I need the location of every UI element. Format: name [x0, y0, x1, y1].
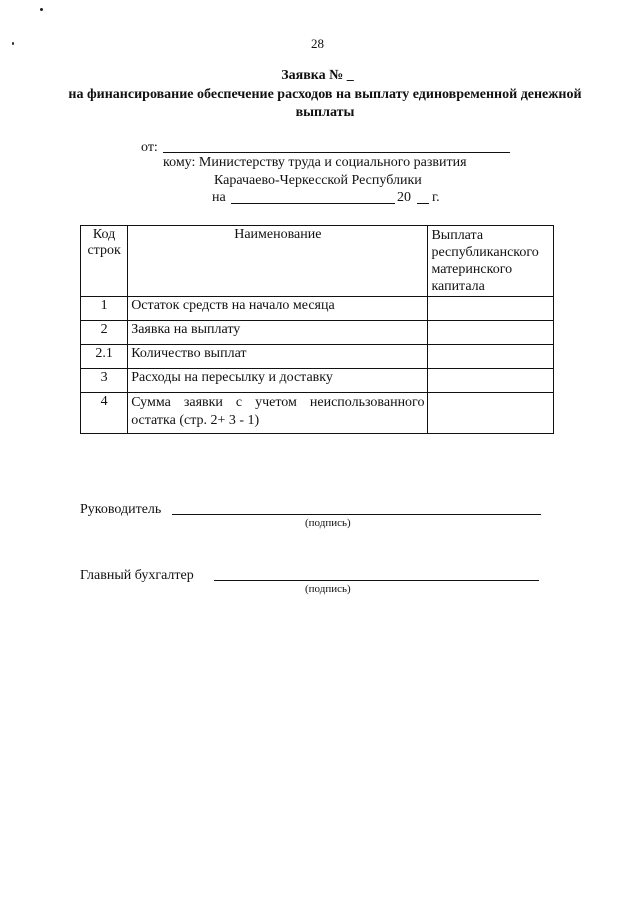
head-signature-line — [172, 514, 541, 515]
accountant-signature-line — [214, 580, 539, 581]
row-code: 2.1 — [81, 345, 128, 369]
table-row — [81, 369, 554, 393]
row-payment-cell — [428, 321, 554, 345]
document-title: Заявка № _ — [281, 68, 354, 83]
row-code: 3 — [81, 369, 128, 393]
recipient-line-2: Карачаево-Черкесской Республики — [214, 173, 422, 188]
row-code: 4 — [81, 393, 128, 434]
year-suffix: г. — [432, 190, 440, 205]
head-signature-label: Руководитель — [80, 502, 162, 517]
accountant-signature-label: Главный бухгалтер — [80, 568, 194, 583]
row-payment-cell — [428, 369, 554, 393]
row-name: Остаток средств на начало месяца — [128, 297, 428, 321]
row-code: 2 — [81, 321, 128, 345]
year-blank-line — [417, 203, 429, 204]
row-name: Заявка на выплату — [128, 321, 428, 345]
recipient-line-1: кому: Министерству труда и социального развития — [163, 155, 467, 170]
table-row — [81, 345, 554, 369]
row-code: 1 — [81, 297, 128, 321]
scan-speck — [40, 8, 43, 11]
header-code: Код строк — [81, 226, 128, 297]
date-on-label: на — [212, 190, 226, 205]
head-signature-caption: (подпись) — [305, 517, 351, 529]
year-label: 20 — [397, 190, 411, 205]
row-payment-cell — [428, 297, 554, 321]
date-blank-line — [231, 203, 395, 204]
document-subtitle: на финансирование обеспечение расходов на выплату единовременной денежной выплаты — [68, 87, 582, 120]
from-blank-line — [163, 152, 510, 153]
row-name: Расходы на пересылку и доставку — [128, 369, 428, 393]
accountant-signature-caption: (подпись) — [305, 583, 351, 595]
from-label: от: — [141, 140, 158, 155]
header-payment: Выплата республиканского материнского капитала — [428, 226, 554, 297]
row-name: Сумма заявки с учетом неиспользованного остатка (стр. 2+ 3 - 1) — [128, 393, 428, 434]
table-row — [81, 321, 554, 345]
page-number: 28 — [311, 36, 324, 51]
header-name: Наименование — [128, 226, 428, 297]
table-header-row — [81, 226, 554, 297]
row-payment-cell — [428, 393, 554, 434]
row-name: Количество выплат — [128, 345, 428, 369]
request-table — [80, 225, 554, 434]
table-row — [81, 297, 554, 321]
table-row — [81, 393, 554, 434]
row-payment-cell — [428, 345, 554, 369]
